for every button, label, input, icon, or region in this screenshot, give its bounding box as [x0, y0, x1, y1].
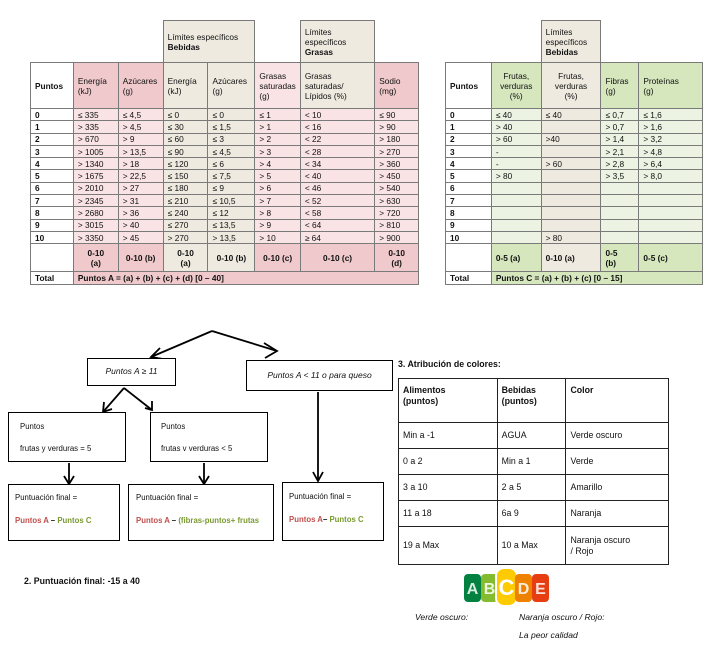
- table-cell: > 6,4: [639, 158, 703, 170]
- drink-points-cell: 6a 9: [497, 501, 566, 527]
- cell-line: Verde oscuro: [570, 430, 623, 440]
- cell-line: / Rojo: [570, 545, 594, 556]
- table-cell: > 7: [255, 195, 300, 207]
- node-a-lt-text: Puntos A < 11 o para queso: [267, 370, 372, 380]
- table-row: [399, 527, 669, 565]
- table-cell: > 45: [118, 231, 163, 243]
- table-cell: > 3,5: [601, 170, 639, 182]
- table-cell: > 2345: [73, 195, 118, 207]
- table-cell: < 16: [300, 121, 374, 133]
- table-cell: ≤ 6: [208, 158, 255, 170]
- node-puntos-a-ge-11: [87, 358, 176, 386]
- node-a-ge-text: Puntos A ≥ 11: [105, 366, 158, 376]
- cell-line: Lípidos (%): [304, 90, 347, 101]
- color-name-cell: [566, 449, 669, 475]
- cell-line: Energía: [77, 75, 107, 86]
- table-cell: ≤ 10,5: [208, 195, 255, 207]
- table-cell: 9: [446, 219, 492, 231]
- table-cell: > 4,8: [639, 145, 703, 157]
- food-points-cell: 19 a Max: [399, 527, 498, 565]
- table-cell: 5: [446, 170, 492, 182]
- table-cell: > 36: [118, 207, 163, 219]
- table-cell: > 0,7: [601, 121, 639, 133]
- table-cell: ≤ 90: [163, 145, 208, 157]
- table-cell: ≤ 12: [208, 207, 255, 219]
- table-cell: > 810: [375, 219, 419, 231]
- table-cell: > 270: [375, 145, 419, 157]
- total-label-c: Total: [446, 272, 492, 284]
- bebidas-limits-header-c: Límites específicos Bebidas: [541, 21, 601, 63]
- table-cell: ≤ 210: [163, 195, 208, 207]
- puntos-c-formula: Puntos C = (a) + (b) + (c) [0 – 15]: [491, 272, 702, 284]
- table-cell: 5: [31, 170, 74, 182]
- cell-line: saturadas/: [304, 80, 344, 91]
- table-cell: ≤ 3: [208, 133, 255, 145]
- cell-line: Amarillo: [570, 482, 603, 492]
- table-cell: 3: [31, 145, 74, 157]
- table-cell: > 27: [118, 182, 163, 194]
- cell-line: Grasas: [259, 70, 287, 81]
- cond-frutas-eq-5: [8, 412, 126, 462]
- cell-line: (d): [391, 257, 402, 268]
- cell-line: (%): [564, 90, 578, 101]
- table-cell: > 2,1: [601, 145, 639, 157]
- table-cell: > 180: [375, 133, 419, 145]
- table-cell: > 4: [255, 158, 300, 170]
- cell-line: (g): [605, 85, 616, 96]
- cell-line: (g): [122, 85, 133, 96]
- table-cell: > 670: [73, 133, 118, 145]
- table-cell: ≤ 90: [375, 109, 419, 121]
- cell-line: 0-5 (c): [643, 252, 668, 263]
- table-cell: ≤ 40: [541, 109, 601, 121]
- table-cell: > 270: [163, 231, 208, 243]
- food-points-cell: Min a -1: [399, 423, 498, 449]
- cell-line: 0-10 (b): [125, 252, 156, 263]
- table-cell: ≤ 60: [163, 133, 208, 145]
- cell-line: Bebidas: [501, 385, 536, 395]
- color-attribution-table: [398, 378, 669, 565]
- table-cell: ≤ 7,5: [208, 170, 255, 182]
- cell-line: Azúcares: [212, 75, 248, 86]
- result2-label: Puntuación final =: [136, 493, 199, 502]
- table-cell: ≤ 13,5: [208, 219, 255, 231]
- table-cell: ≤ 240: [163, 207, 208, 219]
- cell-line: (a): [180, 257, 191, 268]
- color-table-header: [399, 379, 498, 423]
- drink-points-cell: 10 a Max: [497, 527, 566, 565]
- color-name-cell: [566, 475, 669, 501]
- table-cell: > 900: [375, 231, 419, 243]
- cell-line: (kJ): [167, 85, 182, 96]
- nutriscore-logo: [462, 566, 552, 606]
- table-cell: ≤ 4,5: [208, 145, 255, 157]
- table-cell: 10: [31, 231, 74, 243]
- cell-line: Verde: [570, 456, 594, 466]
- result2-a: Puntos A: [136, 516, 170, 525]
- cell-line: 0-10: [87, 247, 105, 258]
- table-cell: -: [491, 145, 541, 157]
- table-cell: ≤ 1,5: [208, 121, 255, 133]
- table-cell: 4: [31, 158, 74, 170]
- grade-d-letter: D: [517, 581, 530, 598]
- legend-right-2: La peor calidad: [519, 630, 578, 640]
- cell-line: (g): [643, 85, 654, 96]
- table-cell: 10: [446, 231, 492, 243]
- grade-c-letter: C: [498, 575, 515, 600]
- cell-line: (kJ): [77, 85, 92, 96]
- result1-label: Puntuación final =: [15, 493, 78, 502]
- result3-sep: –: [322, 515, 330, 524]
- result3-label: Puntuación final =: [289, 492, 352, 501]
- grasas-limits-header: Límites específicos Grasas: [300, 21, 374, 63]
- table-cell: 7: [31, 195, 74, 207]
- result1-a: Puntos A: [15, 516, 49, 525]
- drink-points-cell: AGUA: [497, 423, 566, 449]
- table-cell: > 8: [255, 207, 300, 219]
- table-cell: ≤ 180: [163, 182, 208, 194]
- table-cell: > 22,5: [118, 170, 163, 182]
- table-cell: > 90: [375, 121, 419, 133]
- table-cell: > 1,4: [601, 133, 639, 145]
- table-cell: 2: [31, 133, 74, 145]
- result2-rest: (fibras-puntos+ frutas: [178, 516, 260, 525]
- color-table-header: [566, 379, 669, 423]
- cell-line: Frutas,: [503, 70, 530, 81]
- table-cell: < 58: [300, 207, 374, 219]
- table-cell: > 1340: [73, 158, 118, 170]
- cell-line: Naranja oscuro: [570, 534, 631, 545]
- table-cell: > 13,5: [208, 231, 255, 243]
- result3-c: Puntos C: [329, 515, 364, 524]
- table-cell: > 6: [255, 182, 300, 194]
- bebidas-limits-header: Límites específicos Bebidas: [163, 21, 255, 63]
- grade-e-letter: E: [535, 581, 546, 598]
- table-cell: 7: [446, 195, 492, 207]
- cell-line: Energía: [167, 75, 197, 86]
- table-cell: > 13,5: [118, 145, 163, 157]
- table-row: [399, 449, 669, 475]
- table-cell: < 28: [300, 145, 374, 157]
- table-cell: 2: [446, 133, 492, 145]
- table-cell: > 3015: [73, 219, 118, 231]
- cell-line: Grasas: [304, 70, 332, 81]
- cell-line: Color: [570, 385, 594, 395]
- table-cell: > 9: [255, 219, 300, 231]
- table-cell: > 1: [255, 121, 300, 133]
- table-cell: > 60: [541, 158, 601, 170]
- table-cell: ≤ 270: [163, 219, 208, 231]
- cond-eq-title: Puntos: [20, 422, 45, 431]
- cond-lt-text: frutas v verduras < 5: [161, 444, 233, 453]
- table-cell: 4: [446, 158, 492, 170]
- table-cell: 6: [31, 182, 74, 194]
- result1-c: Puntos C: [57, 516, 92, 525]
- table-cell: ≤ 40: [491, 109, 541, 121]
- table-cell: > 2010: [73, 182, 118, 194]
- cell-line: (puntos): [501, 396, 537, 406]
- table-cell: ≤ 1,6: [639, 109, 703, 121]
- table-cell: ≤ 0,7: [601, 109, 639, 121]
- table-cell: > 360: [375, 158, 419, 170]
- cond-eq-text: frutas y verduras = 5: [20, 444, 92, 453]
- table-cell: > 2680: [73, 207, 118, 219]
- result-box-3: [282, 482, 384, 541]
- cell-line: Proteínas: [643, 75, 679, 86]
- table-cell: > 8,0: [639, 170, 703, 182]
- table-row: [399, 475, 669, 501]
- table-cell: ≤ 0: [163, 109, 208, 121]
- result1-sep: –: [48, 516, 58, 525]
- table-cell: ≤ 1: [255, 109, 300, 121]
- grade-b-letter: B: [483, 581, 496, 598]
- cell-line: (g): [212, 85, 223, 96]
- cell-line: (g): [259, 90, 270, 101]
- food-points-cell: 0 a 2: [399, 449, 498, 475]
- table-cell: ≤ 4,5: [118, 109, 163, 121]
- cell-line: Frutas,: [558, 70, 584, 81]
- table-cell: > 10: [255, 231, 300, 243]
- cell-line: saturadas: [259, 80, 296, 91]
- color-name-cell: [566, 527, 669, 565]
- cond-lt-title: Puntos: [161, 422, 186, 431]
- grade-a-letter: A: [466, 581, 479, 598]
- cell-line: 0-10: [177, 247, 194, 258]
- cell-line: Fibras: [605, 75, 629, 86]
- table-cell: 0: [446, 109, 492, 121]
- result2-sep: –: [169, 516, 179, 525]
- cell-line: 0-5 (a): [495, 252, 521, 263]
- table-cell: < 40: [300, 170, 374, 182]
- table-cell: ≤ 335: [73, 109, 118, 121]
- table-cell: < 34: [300, 158, 374, 170]
- table-cell: > 1675: [73, 170, 118, 182]
- table-cell: 0: [31, 109, 74, 121]
- cond-frutas-lt-5: [150, 412, 268, 462]
- colors-section-title: 3. Atribución de colores:: [398, 359, 501, 369]
- cell-line: 0-10 (a): [545, 252, 575, 263]
- final-score-heading: 2. Puntuación final: -15 a 40: [24, 576, 140, 586]
- cell-line: (mg): [379, 85, 397, 96]
- color-name-cell: [566, 423, 669, 449]
- cell-line: 0-5: [605, 247, 618, 258]
- table-cell: > 1005: [73, 145, 118, 157]
- cell-line: 0-10 (c): [263, 252, 293, 263]
- table-cell: ≤ 9: [208, 182, 255, 194]
- table-cell: 6: [446, 182, 492, 194]
- cell-line: Puntos: [35, 80, 64, 91]
- table-cell: < 46: [300, 182, 374, 194]
- table-cell: > 720: [375, 207, 419, 219]
- table-cell: > 40: [491, 121, 541, 133]
- food-points-cell: 11 a 18: [399, 501, 498, 527]
- legend-right: Naranja oscuro / Rojo:: [519, 612, 605, 622]
- table-cell: 8: [446, 207, 492, 219]
- table-cell: > 18: [118, 158, 163, 170]
- table-cell: -: [491, 158, 541, 170]
- total-label: Total: [31, 272, 74, 284]
- cell-line: verduras: [554, 80, 588, 91]
- table-cell: > 540: [375, 182, 419, 194]
- table-cell: 1: [446, 121, 492, 133]
- table-cell: > 2: [255, 133, 300, 145]
- puntos-a-formula: Puntos A = (a) + (b) + (c) + (d) [0 – 40]: [73, 272, 418, 284]
- table-cell: > 5: [255, 170, 300, 182]
- table-row: [399, 423, 669, 449]
- cell-line: (puntos): [403, 396, 439, 406]
- table-cell: >40: [541, 133, 601, 145]
- table-cell: ≤ 150: [163, 170, 208, 182]
- result-box-1: [8, 484, 120, 541]
- table-cell: > 450: [375, 170, 419, 182]
- result3-a: Puntos A: [289, 515, 323, 524]
- table-cell: > 60: [491, 133, 541, 145]
- table-cell: > 3350: [73, 231, 118, 243]
- result-box-2: [128, 484, 274, 541]
- table-cell: 3: [446, 145, 492, 157]
- table-cell: < 10: [300, 109, 374, 121]
- cell-line: Alimentos: [403, 385, 446, 395]
- table-cell: 1: [31, 121, 74, 133]
- table-cell: ≤ 30: [163, 121, 208, 133]
- table-row: [399, 501, 669, 527]
- table-cell: > 630: [375, 195, 419, 207]
- table-cell: > 1,6: [639, 121, 703, 133]
- cell-line: (a): [90, 257, 101, 268]
- table-cell: > 335: [73, 121, 118, 133]
- table-cell: > 80: [541, 231, 601, 243]
- cell-line: Sodio: [379, 75, 401, 86]
- table-cell: ≤ 0: [208, 109, 255, 121]
- cell-line: Puntos: [450, 80, 479, 91]
- cell-line: Azúcares: [122, 75, 158, 86]
- table-cell: < 64: [300, 219, 374, 231]
- cell-line: Naranja: [570, 508, 602, 518]
- table-cell: < 52: [300, 195, 374, 207]
- legend-left: Verde oscuro:: [415, 612, 469, 622]
- cell-line: 0-10: [388, 247, 405, 258]
- drink-points-cell: Min a 1: [497, 449, 566, 475]
- node-puntos-a-lt-11: [246, 360, 393, 391]
- food-points-cell: 3 a 10: [399, 475, 498, 501]
- table-cell: > 31: [118, 195, 163, 207]
- table-cell: > 2,8: [601, 158, 639, 170]
- color-table-header: [497, 379, 566, 423]
- color-name-cell: [566, 501, 669, 527]
- table-cell: 8: [31, 207, 74, 219]
- table-cell: > 4,5: [118, 121, 163, 133]
- table-cell: > 3: [255, 145, 300, 157]
- cell-line: (b): [605, 257, 617, 268]
- table-cell: ≥ 64: [300, 231, 374, 243]
- table-cell: > 3,2: [639, 133, 703, 145]
- table-cell: > 80: [491, 170, 541, 182]
- table-cell: > 9: [118, 133, 163, 145]
- cell-line: 0-10 (b): [216, 252, 247, 263]
- cell-line: 0-10 (c): [323, 252, 353, 263]
- table-cell: ≤ 120: [163, 158, 208, 170]
- cell-line: (%): [509, 90, 523, 101]
- drink-points-cell: 2 a 5: [497, 475, 566, 501]
- table-cell: < 22: [300, 133, 374, 145]
- table-cell: > 40: [118, 219, 163, 231]
- cell-line: verduras: [500, 80, 533, 91]
- table-cell: 9: [31, 219, 74, 231]
